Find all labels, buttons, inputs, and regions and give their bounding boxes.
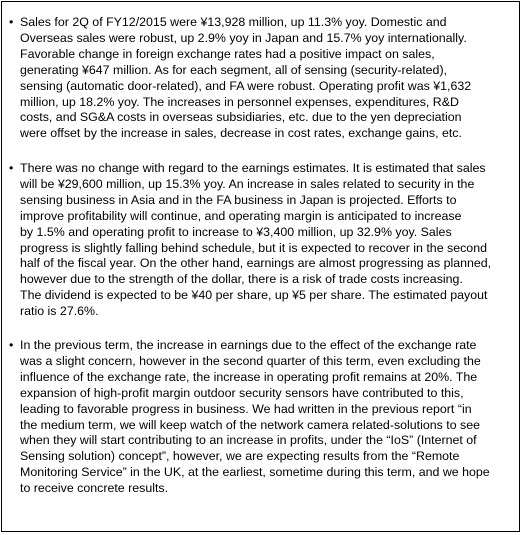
text-line: by 1.5% and operating profit to increase to ¥3,400 million, up 32.9% yoy. Sales	[20, 224, 452, 239]
text-line: The dividend is expected to be ¥40 per share, up ¥5 per share. The estimated payout	[20, 288, 488, 303]
text-line: ratio is 27.6%.	[20, 304, 99, 319]
text-line: Sensing solution) concept”, however, we are expecting results from the “Remote	[20, 449, 460, 464]
text-line: influence of the exchange rate, the increase in operating profit remains at 20%. The	[20, 369, 478, 384]
text-line: was a slight concern, however in the second quarter of this term, even excluding the	[20, 353, 481, 368]
paragraph-sales-2q	[9, 15, 517, 142]
text-line: half of the fiscal year. On the other hand, earnings are almost progressing as planned,	[20, 256, 492, 271]
text-line: sensing business in Asia and in the FA business in Japan is projected. Efforts to	[20, 192, 457, 207]
text-line: will be ¥29,600 million, up 15.3% yoy. An increase in sales related to security in the	[20, 176, 475, 191]
text-line: leading to favorable progress in business. We had written in the previous report “in	[20, 401, 472, 416]
text-line: sensing (automatic door-related), and FA were robust. Operating profit was ¥1,632	[20, 78, 472, 93]
text-line: There was no change with regard to the earnings estimates. It is estimated that sales	[20, 161, 486, 175]
paragraph-previous-term	[9, 338, 517, 497]
paragraph-text	[9, 338, 517, 497]
text-line: costs, and SG&A costs in overseas subsidiaries, etc. due to the yen depreciation	[20, 110, 462, 125]
bullet-marker: •	[9, 338, 14, 352]
text-line: improve profitability will continue, and operating margin is anticipated to increase	[20, 208, 462, 223]
paragraph-text	[9, 161, 517, 320]
text-line: to receive concrete results.	[20, 481, 169, 496]
text-line: Overseas sales were robust, up 2.9% yoy in Japan and 15.7% yoy internationally.	[20, 30, 467, 45]
text-box-frame	[1, 1, 520, 532]
bullet-marker: •	[9, 15, 14, 29]
bullet-marker: •	[9, 161, 14, 175]
text-line: the medium term, we will keep watch of the network camera related-solutions to see	[20, 417, 481, 432]
text-line: however due to the strength of the dollar, there is a risk of trade costs increasing.	[20, 272, 463, 287]
paragraph-earnings-estimates	[9, 161, 517, 320]
text-line: when they will start contributing to an increase in profits, under the “IoS” (Internet of	[20, 433, 477, 448]
text-line: were offset by the increase in sales, decrease in cost rates, exchange gains, etc.	[20, 126, 462, 141]
text-line: In the previous term, the increase in earnings due to the effect of the exchange rate	[20, 338, 477, 352]
paragraph-text	[9, 15, 517, 142]
text-line: Sales for 2Q of FY12/2015 were ¥13,928 million, up 11.3% yoy. Domestic and	[20, 15, 447, 29]
text-line: Monitoring Service” in the UK, at the earliest, sometime during this term, and we hope	[20, 465, 490, 480]
text-line: Favorable change in foreign exchange rates had a positive impact on sales,	[20, 46, 435, 61]
text-line: generating ¥647 million. As for each segment, all of sensing (security-related),	[20, 62, 448, 77]
text-line: progress is slightly falling behind schedule, but it is expected to recover in the second	[20, 240, 487, 255]
text-line: expansion of high-profit margin outdoor security sensors have contributed to this,	[20, 385, 464, 400]
text-line: million, up 18.2% yoy. The increases in personnel expenses, expenditures, R&D	[20, 94, 459, 109]
